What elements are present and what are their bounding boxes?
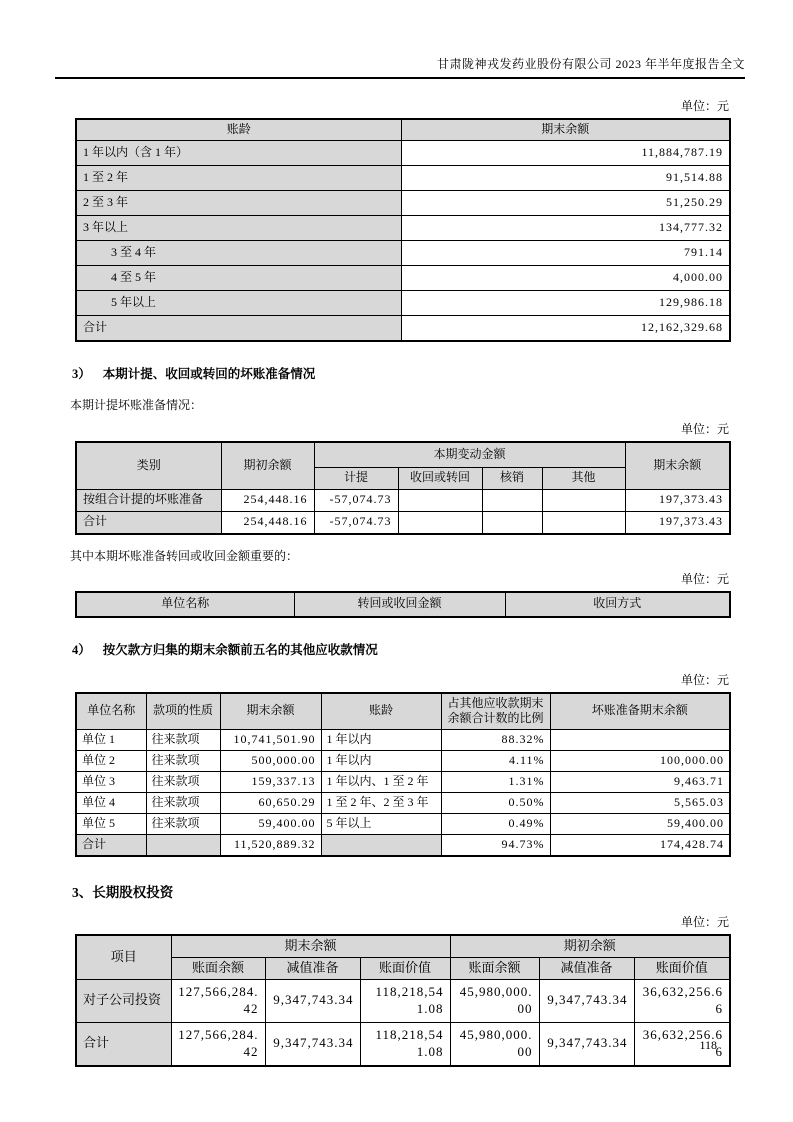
- cell-provision: [550, 729, 730, 750]
- cell-total-label: 合计: [76, 315, 401, 341]
- unit-label: 单位：元: [680, 914, 729, 929]
- cell-ratio: 88.32%: [441, 729, 550, 750]
- table-header-row: [76, 442, 730, 468]
- cell-ending: 197,373.43: [625, 489, 730, 511]
- table-row: [76, 190, 730, 215]
- col-header-book-value: 账面价值: [634, 957, 730, 979]
- bad-debt-provision-table: [75, 441, 731, 535]
- cell-ending-impairment: 9,347,743.34: [265, 979, 360, 1022]
- cell-item: 对子公司投资: [76, 979, 171, 1022]
- cell-aging: 1 年以内: [321, 750, 441, 771]
- cell-unit: 单位 4: [76, 792, 146, 813]
- col-header-book-balance: 账面余额: [450, 957, 539, 979]
- cell-ending: 159,337.13: [220, 771, 321, 792]
- cell-beginning-book-value: 36,632,256.66: [634, 1022, 730, 1066]
- cell-writeoff: [482, 511, 542, 534]
- cell-provision: 5,565.03: [550, 792, 730, 813]
- recovery-table: [75, 591, 731, 618]
- table-row: [76, 813, 730, 834]
- col-header-unit-name: 单位名称: [76, 592, 294, 617]
- col-header-book-value: 账面价值: [360, 957, 450, 979]
- cell-ending-book-value: 118,218,541.08: [360, 979, 450, 1022]
- cell-category: 按组合计提的坏账准备: [76, 489, 221, 511]
- cell-other: [542, 511, 625, 534]
- unit-label: 单位：元: [680, 99, 729, 113]
- cell-beginning-book-balance: 45,980,000.00: [450, 979, 539, 1022]
- cell-aging: 5 年以上: [321, 813, 441, 834]
- long-term-equity-table: [75, 934, 731, 1067]
- section-heading-4: [72, 640, 745, 658]
- table-row-total: [76, 834, 730, 856]
- table-row: [76, 290, 730, 315]
- cell-ending-book-value: 118,218,541.08: [360, 1022, 450, 1066]
- cell-aging: 1 年以内、1 至 2 年: [321, 771, 441, 792]
- cell-provision: 59,400.00: [550, 813, 730, 834]
- cell-beginning: 254,448.16: [221, 489, 314, 511]
- table-row-total: [76, 1022, 730, 1066]
- table-row: [76, 792, 730, 813]
- cell-nature: 往来款项: [146, 750, 220, 771]
- col-header-ending-balance: 期末余额: [220, 693, 321, 730]
- cell-aging-value: 791.14: [401, 240, 730, 265]
- table-row: [76, 489, 730, 511]
- cell-provision: 174,428.74: [550, 834, 730, 856]
- col-header-other: 其他: [542, 467, 625, 489]
- col-header-provision: 坏账准备期末余额: [550, 693, 730, 730]
- unit-label: 单位：元: [680, 571, 729, 586]
- col-header-accrual: 计提: [314, 467, 398, 489]
- section-title: 本期计提、收回或转回的坏账准备情况: [102, 366, 316, 381]
- col-header-change-group: 本期变动金额: [314, 442, 625, 468]
- page-number: 118: [699, 1038, 717, 1052]
- table-header-row: [76, 119, 730, 140]
- cell-unit: 单位 5: [76, 813, 146, 834]
- col-header-unit-name: 单位名称: [76, 693, 146, 730]
- table-row: [76, 240, 730, 265]
- cell-beginning-impairment: 9,347,743.34: [539, 979, 634, 1022]
- section-title: 按欠款方归集的期末余额前五名的其他应收款情况: [102, 642, 378, 657]
- col-header-nature: 款项的性质: [146, 693, 220, 730]
- col-header-aging: 账龄: [76, 119, 401, 140]
- table-header-row: [76, 693, 730, 730]
- cell-total-value: 12,162,329.68: [401, 315, 730, 341]
- table-header-row: [76, 592, 730, 617]
- table-subheader-row: [76, 957, 730, 979]
- cell-aging-value: 129,986.18: [401, 290, 730, 315]
- cell-ending: 11,520,889.32: [220, 834, 321, 856]
- cell-unit: 单位 1: [76, 729, 146, 750]
- cell-ratio: 1.31%: [441, 771, 550, 792]
- table-row: [76, 215, 730, 240]
- cell-ratio: 0.50%: [441, 792, 550, 813]
- table-row-total: [76, 511, 730, 534]
- cell-aging-label: 1 至 2 年: [76, 165, 401, 190]
- cell-aging-value: 4,000.00: [401, 265, 730, 290]
- unit-label: 单位：元: [680, 672, 729, 687]
- col-header-ratio: 占其他应收款期末余额合计数的比例: [441, 693, 550, 730]
- cell-total-label: 合计: [76, 834, 146, 856]
- col-header-beginning-balance: 期初余额: [221, 442, 314, 490]
- cell-recover: [398, 511, 482, 534]
- cell-accrual: -57,074.73: [314, 489, 398, 511]
- cell-aging-value: 11,884,787.19: [401, 140, 730, 165]
- cell-aging-value: 51,250.29: [401, 190, 730, 215]
- document-header-title: 甘肃陇神戎发药业股份有限公司 2023 年半年度报告全文: [55, 55, 745, 79]
- cell-aging-label: 3 年以上: [76, 215, 401, 240]
- cell-unit: 单位 3: [76, 771, 146, 792]
- table-row: [76, 750, 730, 771]
- table-row: [76, 979, 730, 1022]
- cell-aging-label: 4 至 5 年: [76, 265, 401, 290]
- cell-nature: [146, 834, 220, 856]
- table-row: [76, 729, 730, 750]
- cell-nature: 往来款项: [146, 771, 220, 792]
- col-header-item: 项目: [76, 935, 171, 980]
- table-row: [76, 165, 730, 190]
- col-header-ending-balance: 期末余额: [401, 119, 730, 140]
- cell-aging-label: 5 年以上: [76, 290, 401, 315]
- cell-ending: 197,373.43: [625, 511, 730, 534]
- section-heading-long-term-equity: 3、长期股权投资: [72, 884, 174, 900]
- cell-ending: 59,400.00: [220, 813, 321, 834]
- table-header-row: [76, 935, 730, 958]
- cell-ending-book-balance: 127,566,284.42: [171, 1022, 265, 1066]
- cell-nature: 往来款项: [146, 813, 220, 834]
- table-row: [76, 140, 730, 165]
- cell-nature: 往来款项: [146, 792, 220, 813]
- cell-ratio: 4.11%: [441, 750, 550, 771]
- col-group-ending: 期末余额: [171, 935, 450, 958]
- cell-recover: [398, 489, 482, 511]
- cell-category: 合计: [76, 511, 221, 534]
- col-header-ending-balance: 期末余额: [625, 442, 730, 490]
- cell-ending: 10,741,501.90: [220, 729, 321, 750]
- col-group-beginning: 期初余额: [450, 935, 730, 958]
- top5-other-receivables-table: [75, 692, 731, 857]
- col-header-book-balance: 账面余额: [171, 957, 265, 979]
- col-header-impairment: 减值准备: [265, 957, 360, 979]
- unit-label: 单位：元: [680, 421, 729, 436]
- cell-ending: 500,000.00: [220, 750, 321, 771]
- cell-aging-label: 1 年以内（含 1 年）: [76, 140, 401, 165]
- cell-provision: 100,000.00: [550, 750, 730, 771]
- aging-table: [75, 118, 731, 342]
- col-header-recover: 收回或转回: [398, 467, 482, 489]
- cell-aging-value: 134,777.32: [401, 215, 730, 240]
- cell-total-label: 合计: [76, 1022, 171, 1066]
- table-row-total: [76, 315, 730, 341]
- note-text: 其中本期坏账准备转回或收回金额重要的：: [70, 548, 299, 563]
- cell-other: [542, 489, 625, 511]
- cell-provision: 9,463.71: [550, 771, 730, 792]
- cell-beginning-impairment: 9,347,743.34: [539, 1022, 634, 1066]
- section-number: 3）: [72, 366, 91, 381]
- col-header-aging: 账龄: [321, 693, 441, 730]
- section-heading-3: [72, 364, 745, 382]
- col-header-recover-amount: 转回或收回金额: [294, 592, 505, 617]
- cell-beginning-book-balance: 45,980,000.00: [450, 1022, 539, 1066]
- cell-ending-book-balance: 127,566,284.42: [171, 979, 265, 1022]
- cell-ratio: 0.49%: [441, 813, 550, 834]
- table-row: [76, 771, 730, 792]
- intro-text: 本期计提坏账准备情况：: [70, 397, 203, 412]
- cell-aging-value: 91,514.88: [401, 165, 730, 190]
- cell-beginning-book-value: 36,632,256.66: [634, 979, 730, 1022]
- cell-aging-label: 3 至 4 年: [76, 240, 401, 265]
- col-header-recover-method: 收回方式: [505, 592, 730, 617]
- cell-unit: 单位 2: [76, 750, 146, 771]
- cell-aging-label: 2 至 3 年: [76, 190, 401, 215]
- cell-accrual: -57,074.73: [314, 511, 398, 534]
- col-header-impairment: 减值准备: [539, 957, 634, 979]
- cell-aging: 1 至 2 年、2 至 3 年: [321, 792, 441, 813]
- cell-ending-impairment: 9,347,743.34: [265, 1022, 360, 1066]
- col-header-category: 类别: [76, 442, 221, 490]
- cell-nature: 往来款项: [146, 729, 220, 750]
- cell-aging: [321, 834, 441, 856]
- cell-aging: 1 年以内: [321, 729, 441, 750]
- col-header-writeoff: 核销: [482, 467, 542, 489]
- cell-ending: 60,650.29: [220, 792, 321, 813]
- table-row: [76, 265, 730, 290]
- cell-writeoff: [482, 489, 542, 511]
- cell-beginning: 254,448.16: [221, 511, 314, 534]
- cell-ratio: 94.73%: [441, 834, 550, 856]
- section-number: 4）: [72, 642, 91, 657]
